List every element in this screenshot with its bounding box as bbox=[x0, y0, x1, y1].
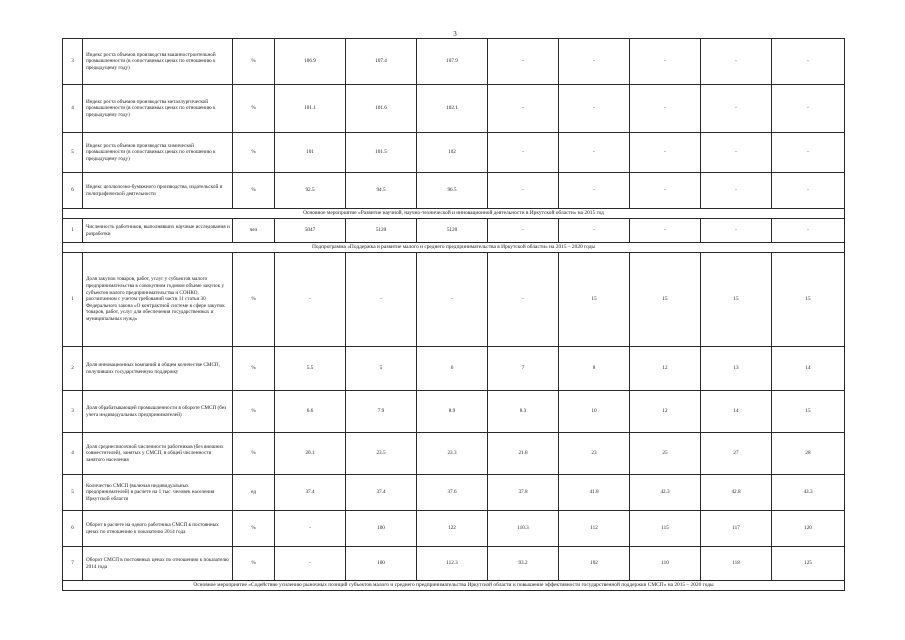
section-title: Основное мероприятие «Содействие усилению рыночных позиций субъектов малого и среднего предпринимательства Иркутской области и повышение эффективности государственной поддержки СМСП» на 2015 – 2020 годы bbox=[63, 581, 845, 591]
value-cell: - bbox=[701, 173, 772, 209]
row-number: 4 bbox=[63, 85, 83, 133]
row-number: 7 bbox=[63, 547, 83, 581]
section-title: Подпрограмма «Поддержка и развитие малого и среднего предпринимательства в Иркутской области» на 2015 – 2020 годы bbox=[63, 243, 845, 253]
value-cell: 8.9 bbox=[417, 391, 488, 433]
row-number: 5 bbox=[63, 475, 83, 511]
value-cell: - bbox=[630, 173, 701, 209]
value-cell: 101.6 bbox=[346, 85, 417, 133]
value-cell: - bbox=[701, 133, 772, 173]
row-number: 4 bbox=[63, 433, 83, 475]
indicator-name: Доля инновационных компаний в общем количестве СМСП, получивших государственную поддержку bbox=[83, 347, 233, 391]
value-cell: 107.4 bbox=[346, 39, 417, 85]
table-row bbox=[63, 475, 845, 511]
value-cell: 8.3 bbox=[488, 391, 559, 433]
value-cell: 37.6 bbox=[417, 475, 488, 511]
table-row bbox=[63, 85, 845, 133]
section-row bbox=[63, 581, 845, 591]
row-number: 6 bbox=[63, 173, 83, 209]
table-row bbox=[63, 433, 845, 475]
value-cell: 14 bbox=[701, 391, 772, 433]
table-row bbox=[63, 39, 845, 85]
value-cell: 5120 bbox=[417, 219, 488, 243]
indicator-name: Оборот в расчете на одного работника СМСП в постоянных ценах по отношению к показателю 2014 года bbox=[83, 511, 233, 547]
value-cell: 102.1 bbox=[417, 85, 488, 133]
value-cell: 102 bbox=[559, 547, 630, 581]
unit: % bbox=[233, 39, 275, 85]
value-cell: 6.6 bbox=[275, 391, 346, 433]
value-cell: 12 bbox=[630, 347, 701, 391]
value-cell: - bbox=[488, 253, 559, 347]
table-row bbox=[63, 511, 845, 547]
value-cell: 37.8 bbox=[488, 475, 559, 511]
row-number: 3 bbox=[63, 39, 83, 85]
indicator-name: Индекс роста объемов производства металлургической промышленности (в сопоставимых ценах по отношению к предыдущему году) bbox=[83, 85, 233, 133]
value-cell: 37.4 bbox=[275, 475, 346, 511]
value-cell: 37.4 bbox=[346, 475, 417, 511]
value-cell: - bbox=[772, 219, 845, 243]
value-cell: 15 bbox=[630, 253, 701, 347]
row-number: 5 bbox=[63, 133, 83, 173]
table-row bbox=[63, 253, 845, 347]
value-cell: - bbox=[559, 133, 630, 173]
value-cell: 23.5 bbox=[346, 433, 417, 475]
indicator-name: Индекс роста объемов производства машиностроительной промышленности (в сопоставимых ценах по отношению к предыдущему году) bbox=[83, 39, 233, 85]
section-row bbox=[63, 243, 845, 253]
unit: % bbox=[233, 133, 275, 173]
value-cell: 7 bbox=[488, 347, 559, 391]
value-cell: 15 bbox=[772, 253, 845, 347]
value-cell: 42.8 bbox=[701, 475, 772, 511]
value-cell: 102 bbox=[417, 133, 488, 173]
value-cell: 118 bbox=[701, 547, 772, 581]
table-row bbox=[63, 391, 845, 433]
value-cell: - bbox=[559, 85, 630, 133]
table-row bbox=[63, 133, 845, 173]
unit: ед bbox=[233, 475, 275, 511]
value-cell: - bbox=[630, 39, 701, 85]
value-cell: 120 bbox=[772, 511, 845, 547]
value-cell: 41.8 bbox=[559, 475, 630, 511]
value-cell: 115 bbox=[630, 511, 701, 547]
value-cell: 94.5 bbox=[346, 173, 417, 209]
value-cell: - bbox=[772, 39, 845, 85]
value-cell: 110 bbox=[630, 547, 701, 581]
value-cell: 125 bbox=[772, 547, 845, 581]
value-cell: 10 bbox=[559, 391, 630, 433]
unit: % bbox=[233, 253, 275, 347]
value-cell: 117 bbox=[701, 511, 772, 547]
value-cell: 101 bbox=[275, 133, 346, 173]
unit: % bbox=[233, 391, 275, 433]
value-cell: - bbox=[701, 39, 772, 85]
value-cell: 110.3 bbox=[488, 511, 559, 547]
value-cell: - bbox=[772, 85, 845, 133]
value-cell: 25 bbox=[630, 433, 701, 475]
indicator-name: Доля закупок товаров, работ, услуг у субъектов малого предпринимательства в совокупном годовом объеме закупок у субъектов малого предпринимательства и СОНКО, рассчитанном с учетом требований части 11 статьи 30 Федерального закона «О контрактной системе в сфере закупок товаров, работ, услуг для обеспечения государственных и муниципальных нужд» bbox=[83, 253, 233, 347]
value-cell: - bbox=[488, 219, 559, 243]
value-cell: - bbox=[417, 253, 488, 347]
indicator-name: Индекс роста объемов производства химической промышленности (в сопоставимых ценах по отношению к предыдущему году) bbox=[83, 133, 233, 173]
page-number: 3 bbox=[453, 30, 457, 38]
row-number: 2 bbox=[63, 347, 83, 391]
value-cell: 5120 bbox=[346, 219, 417, 243]
value-cell: 15 bbox=[701, 253, 772, 347]
value-cell: 15 bbox=[772, 391, 845, 433]
indicator-name: Численность работников, выполнявших научные исследования и разработки bbox=[83, 219, 233, 243]
value-cell: 5047 bbox=[275, 219, 346, 243]
value-cell: 21.8 bbox=[488, 433, 559, 475]
value-cell: - bbox=[346, 253, 417, 347]
value-cell: - bbox=[275, 547, 346, 581]
indicator-name: Доля среднесписочной численности работников (без внешних совместителей), занятых у СМСП, в общей численности занятого населения bbox=[83, 433, 233, 475]
table-row bbox=[63, 219, 845, 243]
value-cell: - bbox=[701, 219, 772, 243]
value-cell: 23.3 bbox=[417, 433, 488, 475]
value-cell: 27 bbox=[701, 433, 772, 475]
value-cell: - bbox=[772, 173, 845, 209]
value-cell: - bbox=[630, 85, 701, 133]
value-cell: 5.5 bbox=[275, 347, 346, 391]
value-cell: - bbox=[772, 133, 845, 173]
unit: % bbox=[233, 433, 275, 475]
indicators-table bbox=[62, 38, 845, 591]
table-row bbox=[63, 547, 845, 581]
value-cell: 96.5 bbox=[417, 173, 488, 209]
section-title: Основное мероприятие «Развитие научной, научно-технической и инновационной деятельности в Иркутской области» на 2015 год bbox=[63, 209, 845, 219]
value-cell: - bbox=[488, 173, 559, 209]
value-cell: 122 bbox=[417, 511, 488, 547]
value-cell: 107.9 bbox=[417, 39, 488, 85]
value-cell: - bbox=[630, 133, 701, 173]
value-cell: 20.1 bbox=[275, 433, 346, 475]
value-cell: 15 bbox=[559, 253, 630, 347]
unit: % bbox=[233, 547, 275, 581]
value-cell: 101.5 bbox=[346, 133, 417, 173]
value-cell: 23 bbox=[559, 433, 630, 475]
value-cell: 28 bbox=[772, 433, 845, 475]
value-cell: 14 bbox=[772, 347, 845, 391]
value-cell: 92.5 bbox=[275, 173, 346, 209]
unit: % bbox=[233, 347, 275, 391]
value-cell: - bbox=[488, 85, 559, 133]
table-row bbox=[63, 173, 845, 209]
value-cell: 100 bbox=[346, 511, 417, 547]
value-cell: 6 bbox=[417, 347, 488, 391]
value-cell: 100 bbox=[346, 547, 417, 581]
indicator-name: Индекс целлюлозно-бумажного производства, издательской и полиграфической деятельности bbox=[83, 173, 233, 209]
unit: % bbox=[233, 85, 275, 133]
value-cell: - bbox=[275, 511, 346, 547]
value-cell: 93.2 bbox=[488, 547, 559, 581]
value-cell: 13 bbox=[701, 347, 772, 391]
row-number: 6 bbox=[63, 511, 83, 547]
value-cell: 8 bbox=[559, 347, 630, 391]
row-number: 1 bbox=[63, 253, 83, 347]
section-row bbox=[63, 209, 845, 219]
value-cell: - bbox=[630, 219, 701, 243]
value-cell: 42.3 bbox=[630, 475, 701, 511]
value-cell: - bbox=[275, 253, 346, 347]
unit: % bbox=[233, 511, 275, 547]
table-row bbox=[63, 347, 845, 391]
value-cell: 112.3 bbox=[417, 547, 488, 581]
value-cell: 5 bbox=[346, 347, 417, 391]
value-cell: - bbox=[488, 39, 559, 85]
value-cell: - bbox=[559, 39, 630, 85]
indicator-name: Количество СМСП (включая индивидуальных предпринимателей) в расчете на 1 тыс. человек населения Иркутской области bbox=[83, 475, 233, 511]
value-cell: - bbox=[559, 219, 630, 243]
value-cell: - bbox=[488, 133, 559, 173]
value-cell: - bbox=[701, 85, 772, 133]
row-number: 1 bbox=[63, 219, 83, 243]
unit: % bbox=[233, 173, 275, 209]
value-cell: 7.9 bbox=[346, 391, 417, 433]
value-cell: 106.9 bbox=[275, 39, 346, 85]
value-cell: - bbox=[559, 173, 630, 209]
indicator-name: Доля обрабатывающей промышленности в обороте СМСП (без учета индивидуальных предпринимателей) bbox=[83, 391, 233, 433]
row-number: 3 bbox=[63, 391, 83, 433]
indicator-name: Оборот СМСП в постоянных ценах по отношению к показателю 2014 года bbox=[83, 547, 233, 581]
value-cell: 112 bbox=[559, 511, 630, 547]
value-cell: 12 bbox=[630, 391, 701, 433]
unit: чел bbox=[233, 219, 275, 243]
value-cell: 43.3 bbox=[772, 475, 845, 511]
value-cell: 101.1 bbox=[275, 85, 346, 133]
